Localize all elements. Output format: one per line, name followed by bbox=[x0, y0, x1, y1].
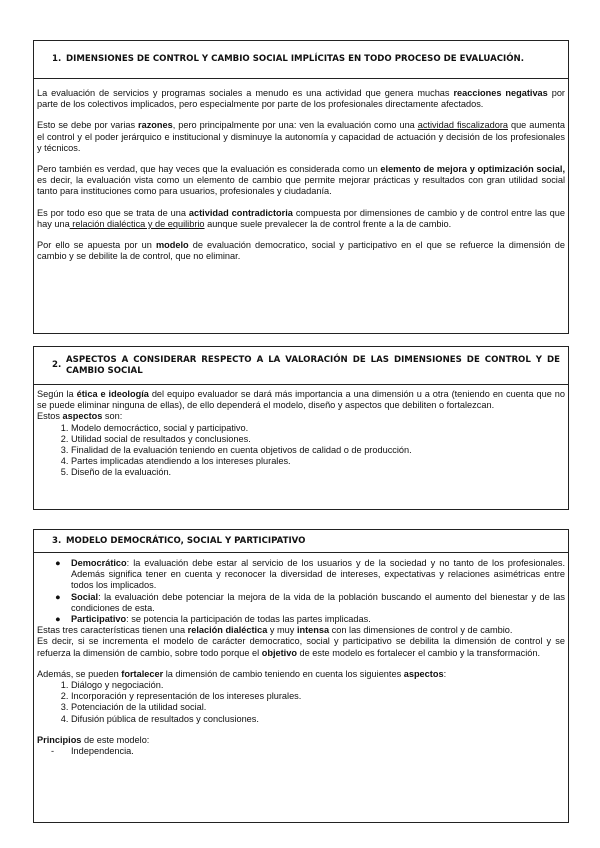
paragraph: Además, se pueden fortalecer la dimensión de cambio teniendo en cuenta los siguientes aspectos: bbox=[37, 668, 447, 679]
bullet-icon: ● bbox=[55, 558, 61, 568]
bullet-icon: ● bbox=[55, 591, 61, 602]
section-2-body bbox=[34, 385, 568, 479]
section-1-body bbox=[34, 79, 568, 262]
list-item: 1. Modelo democráctico, social y participativo. bbox=[71, 423, 565, 434]
section-3 bbox=[33, 529, 569, 823]
paragraph: Según la ética e ideología del equipo evaluador se dará más importancia a una dimensión u a otra (teniendo en cuenta que no se puede eliminar ninguna de ellas), de ello dependerá el modelo, diseño y aspectos que debiliten o fortalezcan. bbox=[37, 389, 565, 411]
section-3-header bbox=[34, 530, 568, 553]
paragraph: Esto se debe por varias razones, pero principalmente por una: ven la evaluación como una actividad fiscalizadora que aumenta el control y el poder jerárquico e institucional y disminuye la autonomía y capacidad de actuación y decisión de los profesionales y técnicos. bbox=[37, 120, 565, 153]
section-1-number: 1. bbox=[52, 54, 62, 64]
paragraph: Principios de este modelo: bbox=[37, 734, 150, 745]
list-item: 3. Potenciación de la utilidad social. bbox=[71, 702, 565, 713]
aspects-list bbox=[37, 423, 565, 479]
paragraph: La evaluación de servicios y programas sociales a menudo es una actividad que genera muchas reacciones negativas por parte de los colectivos implicados, pero especialmente por parte de los profesionales directamente afectados. bbox=[37, 88, 565, 110]
paragraph: Es por todo eso que se trata de una actividad contradictoria compuesta por dimensiones de cambio y de control entre las que hay una relación dialéctica y de equilibrio aunque suele prevalecer la de control frente a la de cambio. bbox=[37, 207, 565, 229]
list-item: 2. Utilidad social de resultados y conclusiones. bbox=[71, 434, 565, 445]
aspects-list bbox=[37, 680, 565, 725]
paragraph: Estos aspectos son: bbox=[37, 411, 123, 422]
list-item: 2. Incorporación y representación de los intereses plurales. bbox=[71, 691, 565, 702]
model-features-list bbox=[37, 558, 565, 625]
section-1 bbox=[33, 40, 569, 334]
list-item: 3. Finalidad de la evaluación teniendo en cuenta objetivos de calidad o de producción. bbox=[71, 445, 565, 456]
section-3-number: 3. bbox=[52, 535, 62, 546]
list-item: 4. Partes implicadas atendiendo a los intereses plurales. bbox=[71, 456, 565, 467]
section-2-title: ASPECTOS A CONSIDERAR RESPECTO A LA VALORACIÓN DE LAS DIMENSIONES DE CONTROL Y DE CAMBIO SOCIAL bbox=[66, 354, 560, 376]
section-3-body bbox=[34, 553, 568, 757]
paragraph: Pero también es verdad, que hay veces que la evaluación es considerada como un elemento de mejora y optimización social, es decir, la evaluación vista como un elemento de cambio que permite mejorar prácticas y resultados con gran utilidad social tanto para instituciones como para usuarios, profesionales y ciudadanía. bbox=[37, 164, 566, 197]
dash-icon: - bbox=[51, 746, 55, 757]
list-item: ● Participativo: se potencia la participación de todas las partes implicadas. bbox=[55, 614, 371, 625]
principles-list bbox=[37, 746, 565, 757]
paragraph: Por ello se apuesta por un modelo de evaluación democratico, social y participativo en el que se refuerce la dimensión de cambio y se debilite la de control, que no eliminar. bbox=[37, 240, 565, 262]
section-1-header bbox=[34, 41, 568, 79]
list-item: ● Democrático: la evaluación debe estar al servicio de los usuarios y de la sociedad y no tanto de los profesionales. Además significa tener en cuenta y reconocer la diversidad de intereses, expectativas y relaciones asimétricas entre todos los implicados. bbox=[55, 558, 565, 591]
section-3-title: MODELO DEMOCRÁTICO, SOCIAL Y PARTICIPATIVO bbox=[66, 535, 306, 546]
paragraph: Es decir, si se incrementa el modelo de carácter democratico, social y participativo se debilita la dimensión de control y se refuerza la dimensión de cambio, sobre todo porque el objetivo de este modelo es fortalecer el cambio y la transformación. bbox=[37, 636, 565, 658]
paragraph: Estas tres características tienen una relación dialéctica y muy intensa con las dimensiones de control y de cambio. bbox=[37, 625, 513, 636]
section-2 bbox=[33, 346, 569, 510]
section-2-number: 2. bbox=[52, 360, 62, 370]
section-2-header bbox=[34, 347, 568, 385]
list-item: 4. Difusión pública de resultados y conclusiones. bbox=[71, 714, 565, 725]
list-item: ● Social: la evaluación debe potenciar la mejora de la vida de la población buscando el aumento del bienestar y de las condiciones de esta. bbox=[55, 591, 565, 613]
list-item: - Independencia. bbox=[51, 746, 134, 757]
list-item: 1. Diálogo y negociación. bbox=[71, 680, 565, 691]
list-item: 5. Diseño de la evaluación. bbox=[71, 467, 565, 478]
bullet-icon: ● bbox=[55, 614, 61, 625]
section-1-title: DIMENSIONES DE CONTROL Y CAMBIO SOCIAL IMPLÍCITAS EN TODO PROCESO DE EVALUACIÓN. bbox=[66, 54, 524, 64]
